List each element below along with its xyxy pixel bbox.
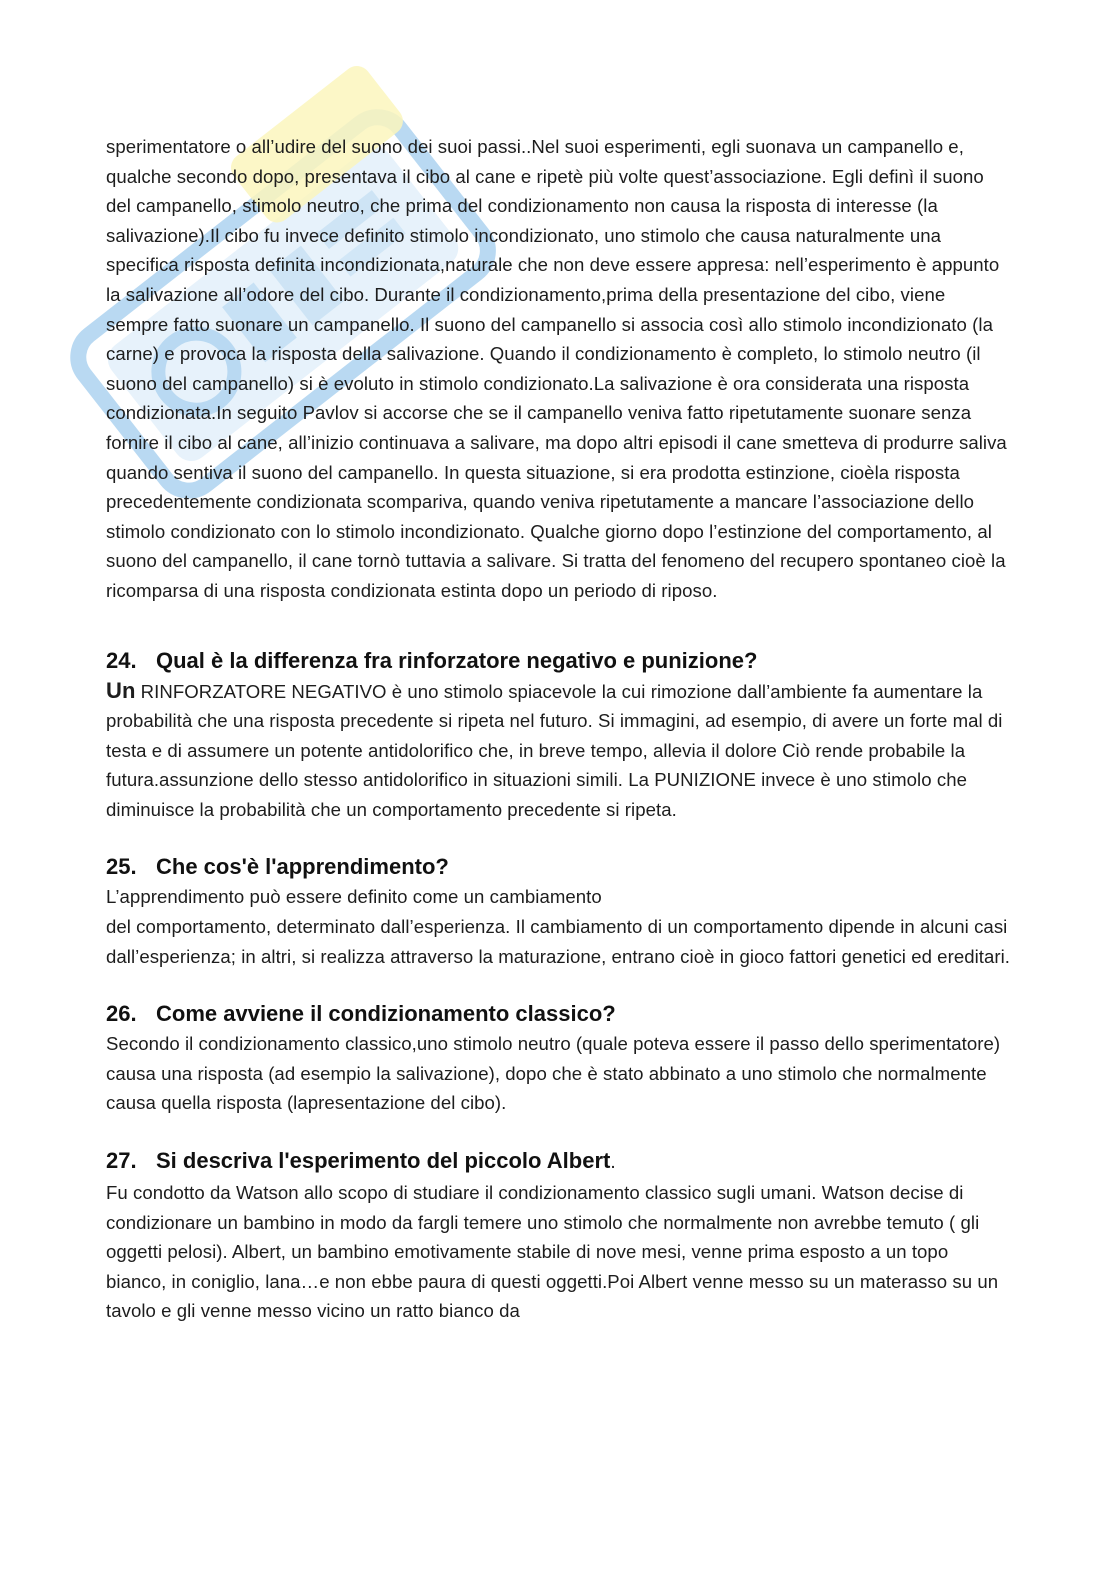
answer-24-lead: Un <box>106 677 136 703</box>
question-title: Si descriva l'esperimento del piccolo Albert <box>156 1148 611 1174</box>
answer-24-body: RINFORZATORE NEGATIVO è uno stimolo spiacevole la cui rimozione dall’ambiente fa aumentare la probabilità che una risposta precedente si ripeta nel futuro. Si immagini, ad esempio, di avere un forte mal di testa e di assumere un potente antidolorifico che, in breve tempo, allevia il dolore Ciò rende probabile la futura.assunzione dello stesso antidolorifico in situazioni simili. La PUNIZIONE invece è uno stimolo che diminuisce la probabilità che un comportamento precedente si ripeta. <box>106 680 1003 820</box>
question-number: 24. <box>106 647 137 673</box>
answer-26-paragraph: Secondo il condizionamento classico,uno stimolo neutro (quale poteva essere il passo dello sperimentatore) causa una risposta (ad esempio la salivazione), dopo che è stato abbinato a uno stimolo che normalmente causa quella risposta (lapresentazione del cibo). <box>106 1033 1001 1114</box>
answer-25-line1: L’apprendimento può essere definito come un cambiamento <box>106 886 602 908</box>
question-title: Che cos'è l'apprendimento? <box>156 854 449 880</box>
question-title-suffix: . <box>610 1152 616 1174</box>
answer-27-paragraph: Fu condotto da Watson allo scopo di studiare il condizionamento classico sugli umani. Watson decise di condizionare un bambino in modo da fargli temere uno stimolo che normalmente non avrebbe temuto ( gli oggetti pelosi). Albert, un bambino emotivamente stabile di nove mesi, venne prima esposto a un topo bianco, in coniglio, lana…e non ebbe paura di questi oggetti.Poi Albert venne messo su un materasso su un tavolo e gli venne messo vicino un ratto bianco da <box>106 1182 999 1322</box>
question-27-heading <box>106 1146 1011 1178</box>
question-title: Come avviene il condizionamento classico? <box>156 1001 616 1027</box>
answer-24-paragraph <box>106 676 1011 825</box>
question-number: 25. <box>106 854 137 880</box>
question-number: 27. <box>106 1148 137 1174</box>
question-number: 26. <box>106 1001 137 1027</box>
intro-paragraph: sperimentatore o all’udire del suono dei suoi passi..Nel suoi esperimenti, egli suonava un campanello e, qualche secondo dopo, presentava il cibo al cane e ripetè più volte quest’associazione. Egli definì il suono del campanello, stimolo neutro, che prima del condizionamento non causa la risposta di interesse (la salivazione).Il cibo fu invece definito stimolo incondizionato, uno stimolo che causa naturalmente una specifica risposta definita incondizionata,naturale che non deve essere appresa: nell’esperimento è appunto la salivazione all’odore del cibo. Durante il condizionamento,prima della presentazione del cibo, viene sempre fatto suonare un campanello. Il suono del campanello si associa così allo stimolo incondizionato (la carne) e provoca la risposta della salivazione. Quando il condizionamento è completo, lo stimolo neutro (il suono del campanello) si è evoluto in stimolo condizionato.La salivazione è ora considerata una risposta condizionata.In seguito Pavlov si accorse che se il campanello veniva fatto ripetutamente suonare senza fornire il cibo al cane, all’inizio continuava a salivare, ma dopo altri episodi il cane smetteva di produrre saliva quando sentiva il suono del campanello. In questa situazione, si era prodotta estinzione, cioèla risposta precedentemente condizionata scompariva, quando veniva ripetutamente a mancare l’associazione dello stimolo condizionato con lo stimolo incondizionato. Qualche giorno dopo l’estinzione del comportamento, al suono del campanello, il cane tornò tuttavia a salivare. Si tratta del fenomeno del recupero spontaneo cioè la ricomparsa di una risposta condizionata estinta dopo un periodo di riposo. <box>106 136 1007 601</box>
answer-25-paragraph: del comportamento, determinato dall’esperienza. Il cambiamento di un comportamento dipende in alcuni casi dall’esperienza; in altri, si realizza attraverso la maturazione, entrano cioè in gioco fattori genetici ed ereditari. <box>106 916 1011 967</box>
question-24-heading <box>106 646 1011 676</box>
question-26-heading <box>106 999 1011 1029</box>
document-page <box>106 132 1011 1326</box>
question-25-heading <box>106 852 1011 882</box>
question-title: Qual è la differenza fra rinforzatore negativo e punizione? <box>156 647 758 673</box>
